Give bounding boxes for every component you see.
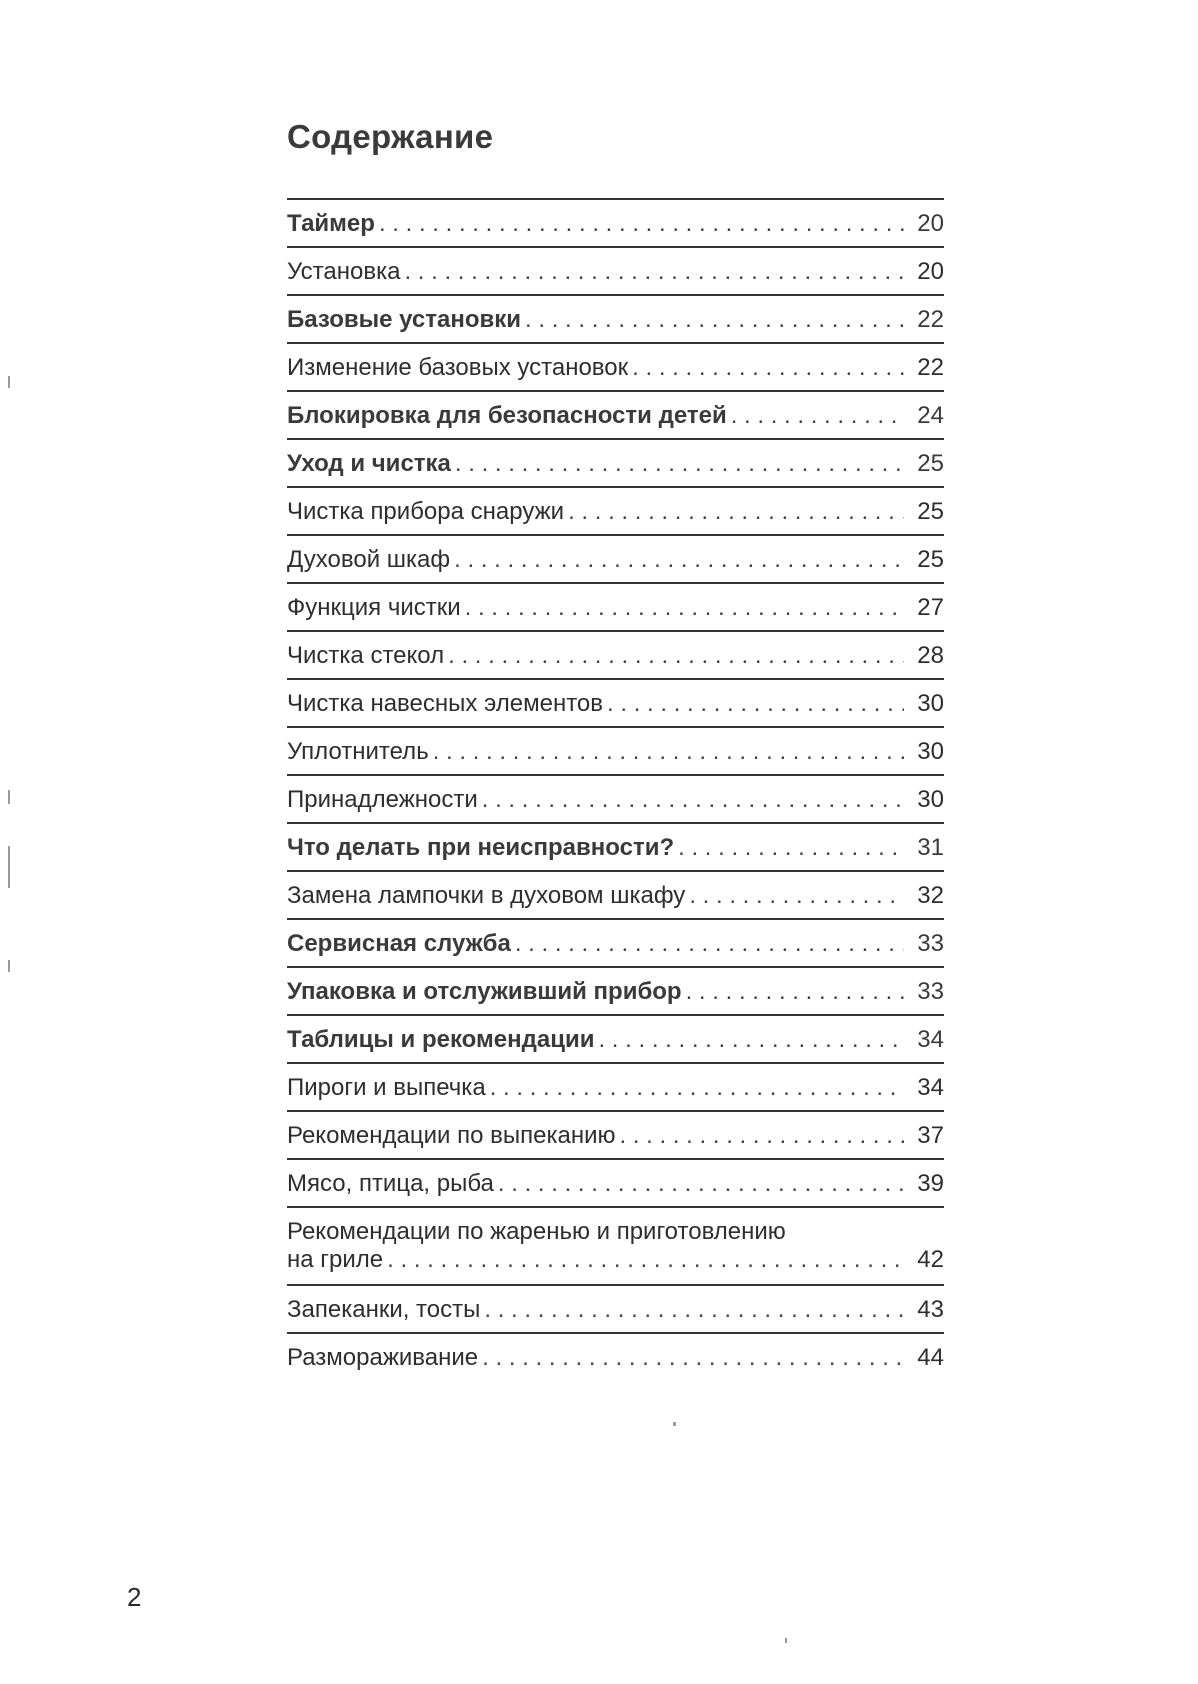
table-of-contents (287, 198, 944, 1380)
toc-entry-row (287, 1246, 944, 1274)
dot-leader (379, 210, 904, 238)
toc-entry-label: Замена лампочки в духовом шкафу (287, 882, 686, 909)
toc-entry-label: Размораживание (287, 1344, 479, 1371)
toc-entry (287, 630, 944, 678)
toc-entry (287, 198, 944, 246)
toc-entry-row (287, 642, 944, 670)
toc-entry-page-number: 28 (917, 642, 944, 669)
toc-entry-label: Упаковка и отслуживший прибор (287, 978, 682, 1005)
toc-entry (287, 1206, 944, 1284)
toc-entry (287, 582, 944, 630)
toc-entry-label: Уплотнитель (287, 738, 429, 765)
toc-entry-row (287, 1296, 944, 1324)
toc-entry-row (287, 978, 944, 1006)
toc-entry-row (287, 1074, 944, 1102)
toc-entry-row (287, 210, 944, 238)
toc-entry-page-number: 39 (917, 1170, 944, 1197)
toc-entry-row (287, 1122, 944, 1150)
dot-leader (498, 1170, 904, 1198)
toc-entry-row (287, 402, 944, 430)
toc-entry-row (287, 498, 944, 526)
toc-entry-page-number: 25 (917, 450, 944, 477)
page-title: Содержание (287, 118, 494, 155)
dot-leader (686, 978, 904, 1006)
scan-speck (785, 1638, 787, 1643)
toc-entry (287, 870, 944, 918)
toc-entry-page-number: 24 (917, 402, 944, 429)
toc-entry (287, 1332, 944, 1380)
dot-leader (607, 690, 904, 718)
toc-entry-label: Что делать при неисправности? (287, 834, 675, 861)
toc-entry-row (287, 690, 944, 718)
toc-entry-label: Функция чистки (287, 594, 461, 621)
toc-entry (287, 1158, 944, 1206)
toc-entry-row (287, 1344, 944, 1372)
toc-entry-row (287, 1170, 944, 1198)
page-number: 2 (127, 1582, 142, 1612)
toc-entry-page-number: 34 (917, 1026, 944, 1053)
toc-entry (287, 390, 944, 438)
toc-entry-page-number: 43 (917, 1296, 944, 1323)
toc-entry-row (287, 354, 944, 382)
toc-entry-page-number: 42 (917, 1246, 944, 1273)
toc-entry-label: Блокировка для безопасности детей (287, 402, 727, 429)
toc-entry-label: на гриле (287, 1246, 384, 1273)
toc-entry-page-number: 32 (917, 882, 944, 909)
toc-entry-label: Установка (287, 258, 401, 285)
toc-entry (287, 486, 944, 534)
toc-entry-row (287, 786, 944, 814)
toc-entry-label: Таблицы и рекомендации (287, 1026, 595, 1053)
toc-entry-page-number: 22 (917, 354, 944, 381)
toc-entry (287, 774, 944, 822)
toc-entry-row (287, 738, 944, 766)
toc-entry (287, 918, 944, 966)
dot-leader (678, 834, 904, 862)
scan-speck (8, 376, 10, 388)
dot-leader (482, 786, 904, 814)
dot-leader (404, 258, 904, 286)
dot-leader (525, 306, 904, 334)
toc-entry-label: Чистка навесных элементов (287, 690, 604, 717)
dot-leader (689, 882, 904, 910)
toc-entry-label: Рекомендации по выпеканию (287, 1122, 616, 1149)
toc-entry-label-first-line: Рекомендации по жаренью и приготовлению (287, 1218, 786, 1245)
toc-entry-label: Пироги и выпечка (287, 1074, 486, 1101)
toc-entry-label: Чистка прибора снаружи (287, 498, 565, 525)
dot-leader (620, 1122, 905, 1150)
dot-leader (490, 1074, 904, 1102)
toc-entry-row (287, 882, 944, 910)
toc-entry-label: Сервисная служба (287, 930, 511, 957)
toc-entry-page-number: 33 (917, 978, 944, 1005)
scan-speck (8, 790, 10, 804)
dot-leader (454, 546, 904, 574)
toc-entry-label: Изменение базовых установок (287, 354, 629, 381)
toc-entry-row (287, 1026, 944, 1054)
toc-entry-label: Духовой шкаф (287, 546, 451, 573)
dot-leader (515, 930, 904, 958)
scan-speck (8, 960, 10, 972)
toc-entry-page-number: 20 (917, 210, 944, 237)
toc-entry-row (287, 450, 944, 478)
toc-entry (287, 246, 944, 294)
toc-entry-label: Таймер (287, 210, 375, 237)
toc-entry-page-number: 30 (917, 786, 944, 813)
toc-entry (287, 1014, 944, 1062)
toc-entry (287, 678, 944, 726)
dot-leader (465, 594, 904, 622)
dot-leader (598, 1026, 904, 1054)
toc-entry (287, 438, 944, 486)
toc-entry-page-number: 25 (917, 546, 944, 573)
toc-entry (287, 966, 944, 1014)
toc-entry-label: Запеканки, тосты (287, 1296, 481, 1323)
toc-entry-label: Уход и чистка (287, 450, 451, 477)
toc-entry-page-number: 33 (917, 930, 944, 957)
toc-entry-row (287, 306, 944, 334)
toc-entry-page-number: 20 (917, 258, 944, 285)
toc-entry-page-number: 31 (917, 834, 944, 861)
toc-entry (287, 1062, 944, 1110)
toc-entry-row (287, 930, 944, 958)
toc-entry-page-number: 27 (917, 594, 944, 621)
toc-entry (287, 1284, 944, 1332)
toc-entry-label: Принадлежности (287, 786, 478, 813)
toc-entry (287, 1110, 944, 1158)
toc-entry (287, 294, 944, 342)
scan-speck (8, 846, 10, 888)
toc-entry-page-number: 30 (917, 738, 944, 765)
toc-entry-row (287, 594, 944, 622)
dot-leader (568, 498, 904, 526)
dot-leader (731, 402, 904, 430)
toc-entry (287, 726, 944, 774)
toc-entry-label: Мясо, птица, рыба (287, 1170, 494, 1197)
dot-leader (448, 642, 904, 670)
dot-leader (387, 1246, 904, 1274)
toc-entry (287, 534, 944, 582)
dot-leader (484, 1296, 904, 1324)
toc-entry-page-number: 44 (917, 1344, 944, 1371)
toc-entry-page-number: 22 (917, 306, 944, 333)
toc-entry (287, 822, 944, 870)
toc-entry-label: Базовые установки (287, 306, 522, 333)
dot-leader (482, 1344, 904, 1372)
toc-entry (287, 342, 944, 390)
dot-leader (632, 354, 904, 382)
toc-entry-page-number: 25 (917, 498, 944, 525)
dot-leader (455, 450, 904, 478)
toc-entry-row (287, 258, 944, 286)
scan-speck (673, 1422, 676, 1426)
toc-entry-row (287, 546, 944, 574)
toc-entry-page-number: 37 (917, 1122, 944, 1149)
toc-entry-page-number: 30 (917, 690, 944, 717)
toc-entry-page-number: 34 (917, 1074, 944, 1101)
dot-leader (433, 738, 904, 766)
toc-entry-row (287, 834, 944, 862)
toc-entry-label: Чистка стекол (287, 642, 445, 669)
